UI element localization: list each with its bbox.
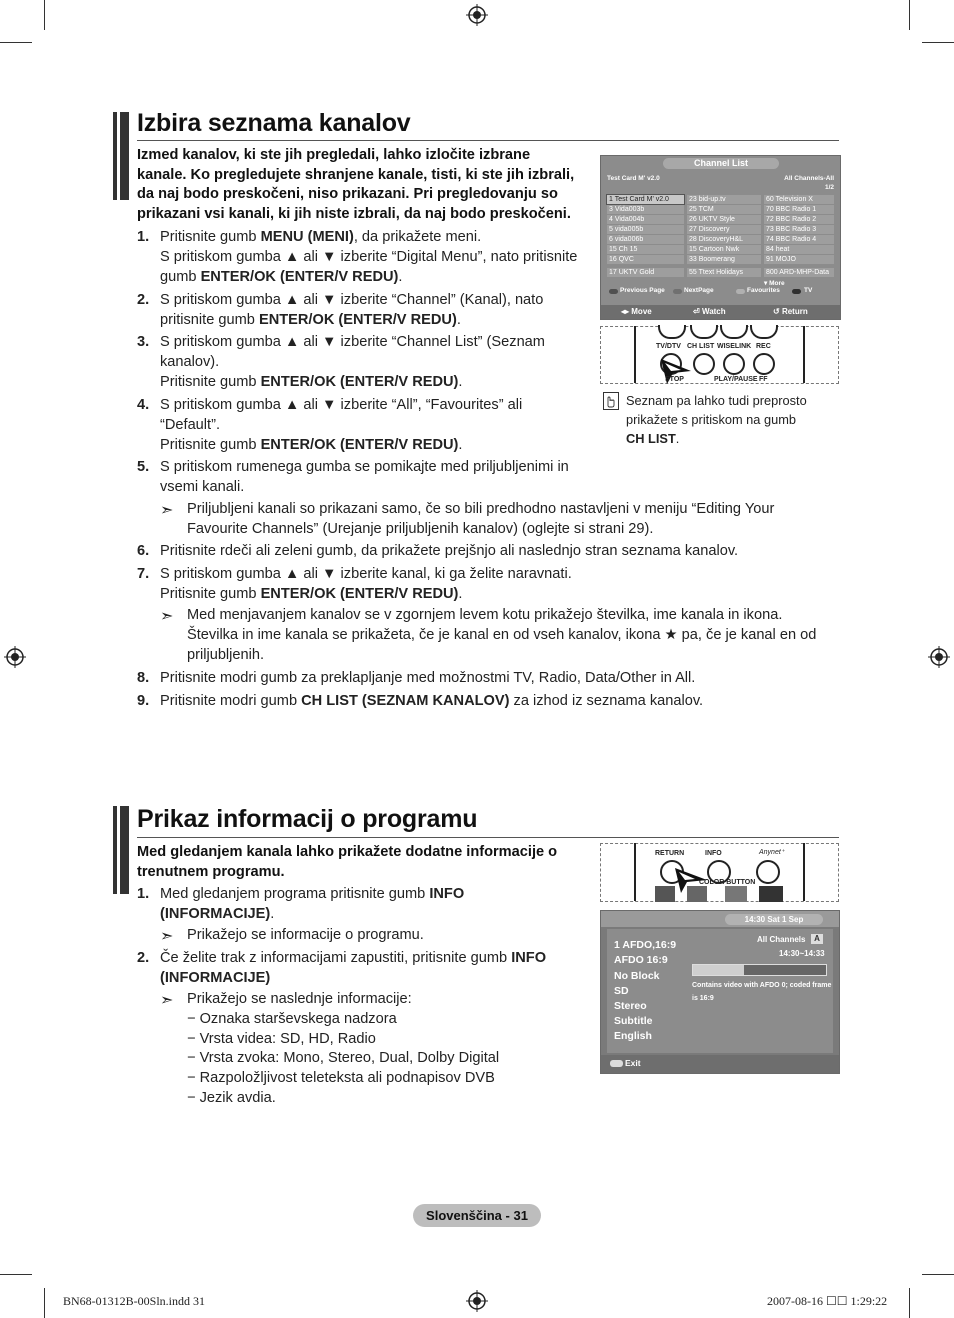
step-text-block [160,291,587,331]
info-channels-label: All Channels [757,935,806,944]
step-emphasis: ENTER/OK (ENTER/V REDU) [260,373,459,390]
info-program: AFDO 16:9 [614,954,668,966]
bullet-item: − Oznaka starševskega nadzora [187,1010,397,1027]
section-title: Izbira seznama kanalov [137,109,411,137]
remote-label: PLAY/PAUSE [714,376,758,383]
channel-list-item[interactable]: 15 Cartoon Nwk [687,245,761,254]
step-line [160,311,587,331]
channel-list-item[interactable]: 60 Television X [764,195,834,204]
remote-label: STOP [665,376,684,383]
tip-arrow-icon: ➣ [160,502,174,519]
watch-label: Watch [701,307,726,316]
step-line [160,565,837,585]
step-text: za izhod iz seznama kanalov. [509,693,704,709]
registration-mark-icon [928,646,950,668]
step-text: Pritisnite gumb [160,436,261,453]
step-emphasis: ENTER/OK (ENTER/V REDU) [200,268,399,285]
channel-list-item[interactable]: 74 BBC Radio 4 [764,235,834,244]
legend-next-page: NextPage [684,287,714,294]
bullet-item: − Jezik avdia. [187,1089,276,1106]
current-channel: Test Card M' v2.0 [607,175,660,182]
step-line [160,969,577,989]
channel-list-item[interactable]: 15 Ch 15 [607,245,684,254]
remote-label: WISELINK [717,343,752,350]
step-text-block [160,396,587,455]
step-number: 2. [137,292,150,308]
step-number: 8. [137,670,150,686]
registration-mark-icon [466,4,488,26]
step-text: “Default”. [160,416,221,433]
remote-edge [634,326,636,383]
step-text: . [456,311,461,328]
legend-previous-page: Previous Page [620,287,665,294]
step-line [160,436,587,456]
step-line [160,248,587,268]
watch-key [693,307,726,316]
section-bar [120,112,129,200]
side-note-line: prikažete s pritiskom na gumb [626,412,796,427]
step-emphasis: INFO [429,886,465,902]
intro-line: Izmed kanalov, ki ste jih pregledali, lahko izločite izbrane [137,147,531,163]
bullet-item: − Vrsta zvoka: Mono, Stereo, Dual, Dolby Digital [187,1050,500,1067]
info-subtitle: Subtitle [614,1015,653,1027]
step-text: Pritisnite gumb [160,585,261,602]
remote-label: CH LIST [687,343,715,350]
remote-edge [803,326,805,383]
blue-key-icon [792,289,801,294]
screen-title: Channel List [663,158,779,169]
step-emphasis: INFO [511,950,547,966]
step-number: 9. [137,693,150,709]
crop-mark [922,1274,954,1275]
step-number: 4. [137,397,150,413]
step-emphasis: (INFORMACIJE) [160,969,271,986]
anynet-button [756,860,780,884]
section-bar [113,806,117,894]
section-bar [120,806,129,894]
step-text: Pritisnite gumb [160,229,261,245]
intro-line: kanale. Ko pregledujete shranjene kanale, tisti, ki ste jih izbrali, [137,166,575,183]
channel-list-screen [600,155,841,320]
side-note-end: . [675,431,680,446]
info-progress-bar [692,964,827,976]
step-text-block [160,458,587,498]
remote-illustration [600,326,839,384]
step-number: 3. [137,334,150,350]
channel-list-item[interactable]: 1 Test Card M' v2.0 [607,195,684,204]
section-intro [137,146,587,224]
side-note-bold: CH LIST [626,431,676,446]
remote-button [723,353,745,375]
channel-list-item[interactable]: 16 QVC [607,255,684,264]
intro-line: prikazani vsi kanali, ki jih niste izbrali, da naj bodo preskočeni. [137,205,571,222]
step-text: Če želite trak z informacijami zapustiti, pritisnite gumb [160,950,512,966]
step-emphasis: MENU (MENI) [260,229,354,245]
crop-mark [0,42,32,43]
tip-arrow-icon: ➣ [160,928,174,945]
info-parental: No Block [614,970,660,982]
pointing-hand-icon [673,866,709,894]
side-note-line: Seznam pa lahko tudi preprosto [626,393,807,408]
step-text: . [458,373,463,390]
info-desc-line: Contains video with AFDO 0; coded frame [692,982,832,989]
crop-mark [909,0,910,30]
remote-label: INFO [705,850,722,857]
more-link[interactable]: ▾ More [764,280,785,287]
tip-line: Favourite Channels” (Urejanje priljubljenih kanalov) (oglejte si strani 29). [187,520,654,537]
section-bar [113,112,117,200]
screen-bottom-bar [601,305,840,319]
step-text: kanalov). [160,353,220,370]
page-footer: Slovenščina - 31 [413,1204,541,1227]
channel-list-item[interactable]: 91 MOJO [764,255,834,264]
step-line [160,268,587,288]
step-text: S pritiskom gumba ▲ ali ▼ izberite “Channel List” (Seznam [160,334,545,350]
step-number: 5. [137,459,150,475]
slug-file: BN68-01312B-00Sln.indd 31 [63,1294,206,1308]
tip-line: Priljubljeni kanali so prikazani samo, če so bili predhodno nastavljeni v meniju “Editing Your [187,501,775,517]
step-line [160,228,587,248]
channel-list-item[interactable]: 55 Ttext Holidays [687,268,761,277]
remote-label: COLOR BUTTON [699,879,756,886]
tip-line: Številka in ime kanala se prikažeta, če je kanal en od vseh kanalov, ikona ★ pa, če je kanal en od [187,626,817,643]
info-video: SD [614,985,629,997]
green-key-icon [673,289,682,294]
exit-label: Exit [625,1058,641,1068]
step-text: . [458,585,463,602]
step-number: 1. [137,886,150,902]
step-number: 2. [137,950,150,966]
remote-button [753,353,775,375]
step-number: 1. [137,229,150,245]
step-emphasis: ENTER/OK (ENTER/V REDU) [260,436,459,453]
step-text: Pritisnite modri gumb za preklapljanje med možnostmi TV, Radio, Data/Other in All. [160,670,696,686]
step-emphasis: ENTER/OK (ENTER/V REDU) [260,585,459,602]
anynet-logo: Anynet⁺ [759,849,785,856]
page-indicator: 1/2 [824,184,834,191]
step-line [160,458,587,478]
intro-line: da naj bodo preskočeni, niso prikazani. Pri pregledovanju so [137,186,558,202]
remote-label: RETURN [655,850,685,857]
move-key [621,307,652,316]
title-rule [137,140,839,141]
channel-list-item[interactable]: 28 DiscoveryH&L [687,235,761,244]
channel-list-item[interactable]: 26 UKTV Style [687,215,761,224]
remote-label: FF [759,376,768,383]
step-text: S pritiskom gumba ▲ ali ▼ izberite kanal, ki ga želite naravnati. [160,566,572,582]
channel-list-item[interactable]: 6 vida006b [607,235,684,244]
return-key [773,307,808,316]
info-bottom-bar [601,1055,839,1073]
step-text: S pritiskom gumba ▲ ali ▼ izberite “Channel” (Kanal), nato [160,292,544,308]
intro-line: Med gledanjem kanala lahko prikažete dodatne informacije o [137,844,558,860]
step-text-block [160,542,837,562]
crop-mark [909,1288,910,1318]
channel-list-item[interactable]: 84 heat [764,245,834,254]
return-label: Return [781,307,808,316]
tip-arrow-icon: ➣ [160,992,174,1009]
yellow-color-button [725,886,747,902]
exit-key-icon [610,1060,623,1067]
side-note [626,391,807,448]
step-text: S pritiskom gumba ▲ ali ▼ izberite “Digital Menu”, nato pritisnite [160,248,578,265]
step-emphasis: CH LIST (SEZNAM KANALOV) [301,693,510,709]
title-rule [137,837,839,838]
step-line [160,478,587,498]
info-time-range: 14:30~14:33 [779,949,825,958]
slug-date: 2007-08-16 ☐☐ 1:29:22 [767,1294,888,1308]
step-text-block [160,228,587,287]
step-line [160,885,577,905]
red-key-icon [609,289,618,294]
channel-list-item[interactable]: 25 TCM [687,205,761,214]
step-text-block [160,565,837,605]
step-text-block [160,669,837,689]
step-line [160,353,587,373]
info-time: 14:30 Sat 1 Sep [725,914,823,925]
section-intro [137,843,587,882]
step-text-block [160,949,577,989]
step-line [160,396,587,416]
channel-list-item[interactable]: 72 BBC Radio 2 [764,215,834,224]
registration-mark-icon [466,1290,488,1312]
step-emphasis: ENTER/OK (ENTER/V REDU) [258,311,457,328]
legend-tv: TV [804,287,813,294]
step-text: Med gledanjem programa pritisnite gumb [160,886,430,902]
info-description [692,979,831,1005]
step-text: Pritisnite modri gumb [160,693,302,709]
return-icon: ↺ [773,307,782,316]
channel-list-item[interactable]: 73 BBC Radio 3 [764,225,834,234]
tip-line: Prikažejo se naslednje informacije: [187,991,412,1007]
crop-mark [44,1288,45,1318]
tip-line: Prikažejo se informacije o programu. [187,927,424,943]
crop-mark [922,42,954,43]
intro-line: trenutnem programu. [137,863,285,880]
remote-button [693,353,715,375]
remote-label: REC [756,343,771,350]
step-line [160,905,577,925]
step-number: 6. [137,543,150,559]
channel-filter: All Channels-All [784,175,834,182]
chlist-button [690,325,718,339]
step-line [160,291,587,311]
step-text-block [160,333,587,392]
step-text: . [398,268,403,285]
step-line [160,333,587,353]
step-text: S pritiskom gumba ▲ ali ▼ izberite “All”, “Favourites” ali [160,397,523,413]
legend-favourites: Favourites [747,287,780,294]
hand-note-icon [603,392,619,410]
step-line [160,585,837,605]
wiselink-button [720,325,748,339]
step-text: gumb [160,268,201,285]
step-text: Pritisnite gumb [160,373,261,390]
registration-mark-icon [4,646,26,668]
step-text: , da prikažete meni. [353,229,482,245]
step-line [160,373,587,393]
channel-list-item[interactable]: 4 Vida004b [607,215,684,224]
remote-edge [803,843,805,901]
channel-list-item[interactable]: 70 BBC Radio 1 [764,205,834,214]
section-title: Prikaz informacij o programu [137,805,478,833]
channel-list-item[interactable]: 3 Vida003b [607,205,684,214]
channel-list-item[interactable]: 33 Boomerang [687,255,761,264]
yellow-key-icon [736,289,745,294]
remote-illustration [600,843,839,902]
move-icon: ◂▸ [621,307,632,316]
crop-mark [0,1274,32,1275]
tip-arrow-icon: ➣ [160,608,174,625]
channel-list-item[interactable]: 23 bid-up.tv [687,195,761,204]
tip-line: priljubljenih. [187,646,265,663]
crop-mark [44,0,45,30]
step-line [160,949,577,969]
channel-list-item[interactable]: 800 ARD-MHP-Data [764,268,834,277]
channel-list-item[interactable]: 27 Discovery [687,225,761,234]
rec-button [750,325,778,339]
step-text-block [160,692,837,712]
info-desc-line: is 16:9 [692,995,714,1002]
remote-label: TV/DTV [656,343,681,350]
channel-list-item[interactable]: 17 UKTV Gold [607,268,684,277]
blue-color-button [759,886,783,902]
info-progress-fill [693,965,744,975]
step-number: 7. [137,566,150,582]
channel-list-item[interactable]: 5 vida005b [607,225,684,234]
info-audio: Stereo [614,1000,647,1012]
bullet-item: − Razpoložljivost teleteksta ali podnapisov DVB [187,1070,495,1087]
move-label: Move [631,307,652,316]
info-badge: A [811,934,823,944]
step-text: . [458,436,463,453]
step-line [160,416,587,436]
step-text: vsemi kanali. [160,478,245,495]
side-note-line [626,429,807,448]
color-legend [601,286,840,300]
step-line [160,542,837,562]
step-text-block [160,885,577,925]
info-channel: 1 AFDO,16:9 [614,939,677,951]
step-text: pritisnite gumb [160,311,259,328]
red-color-button [655,886,675,902]
step-emphasis: (INFORMACIJE) [160,905,271,922]
step-text: S pritiskom rumenega gumba se pomikajte med priljubljenimi in [160,459,569,475]
step-text: Pritisnite rdeči ali zeleni gumb, da prikažete prejšnjo ali naslednjo stran seznama kanalov. [160,543,739,559]
step-line [160,669,837,689]
program-info-screen [600,910,840,1074]
step-line [160,692,837,712]
bullet-item: − Vrsta videa: SD, HD, Radio [187,1030,376,1047]
enter-icon: ⏎ [693,307,702,316]
remote-edge [634,843,636,901]
tip-line: Med menjavanjem kanalov se v zgornjem levem kotu prikažejo številka, ime kanala in ikona. [187,607,783,623]
info-language: English [614,1030,652,1042]
tvdtv-button [658,325,686,339]
step-text: . [270,905,275,922]
